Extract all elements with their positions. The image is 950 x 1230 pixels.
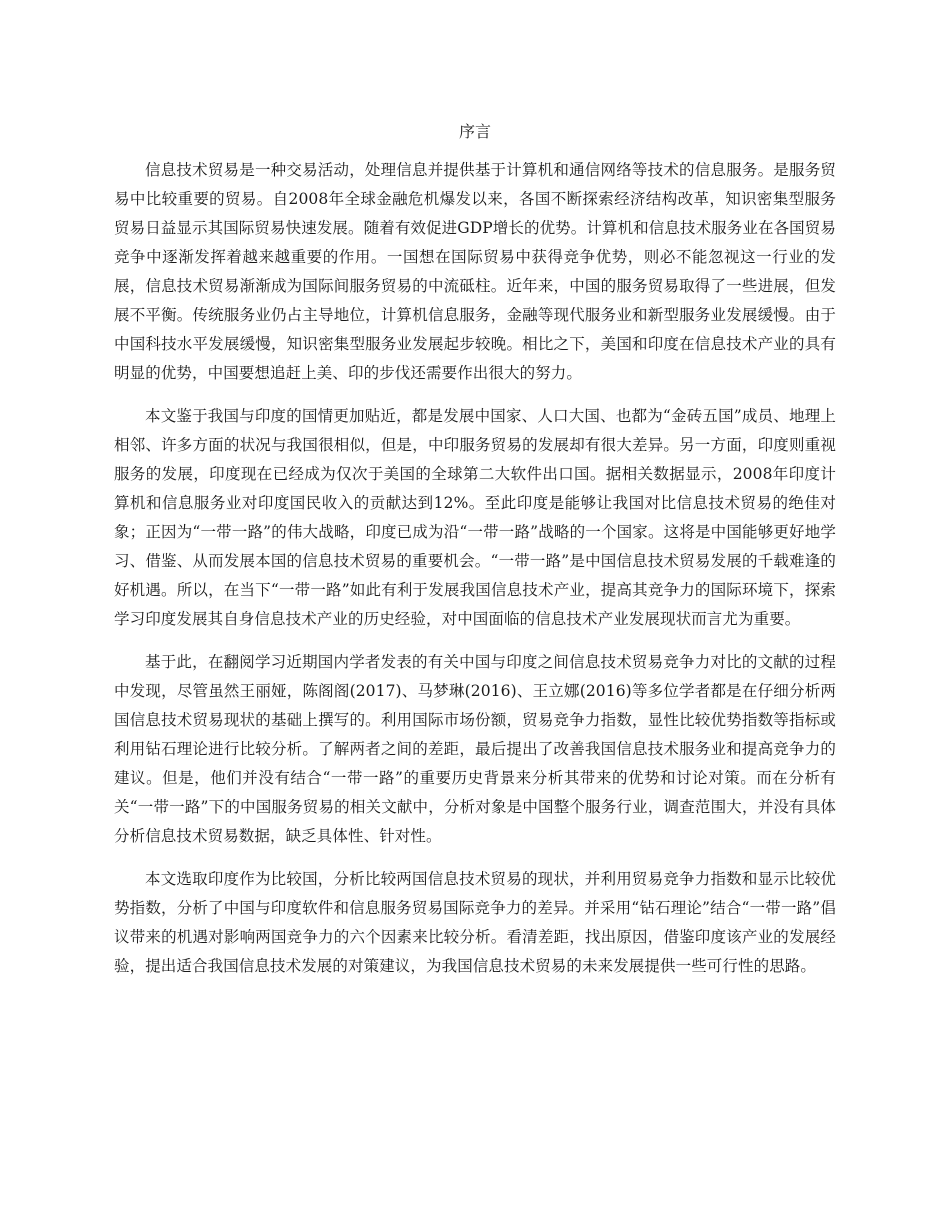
paragraph-2: 本文鉴于我国与印度的国情更加贴近，都是发展中国家、人口大国、也都为“金砖五国”成员、地理上相邻、许多方面的状况与我国很相似，但是，中印服务贸易的发展却有很大差异。另一方面，印度则重视服务的发展，印度现在已经成为仅次于美国的全球第二大软件出口国。据相关数据显示，2008年印度计算机和信息服务业对印度国民收入的贡献达到12%。至此印度是能够让我国对比信息技术贸易的绝佳对象；正因为“一带一路”的伟大战略，印度已成为沿“一带一路”战略的一个国家。这将是中国能够更好地学习、借鉴、从而发展本国的信息技术贸易的重要机会。“一带一路”是中国信息技术贸易发展的千载难逢的好机遇。所以，在当下“一带一路”如此有利于发展我国信息技术产业，提高其竞争力的国际环境下，探索学习印度发展其自身信息技术产业的历史经验，对中国面临的信息技术产业发展现状而言尤为重要。 <box>114 407 836 628</box>
page-title: 序言 <box>458 122 491 141</box>
paragraph-1: 信息技术贸易是一种交易活动，处理信息并提供基于计算机和通信网络等技术的信息服务。是服务贸易中比较重要的贸易。自2008年全球金融危机爆发以来，各国不断探索经济结构改革，知识密集型服务贸易日益显示其国际贸易快速发展。随着有效促进GDP增长的优势。计算机和信息技术服务业在各国贸易竞争中逐渐发挥着越来越重要的作用。一国想在国际贸易中获得竞争优势，则必不能忽视这一行业的发展，信息技术贸易渐渐成为国际间服务贸易的中流砥柱。近年来，中国的服务贸易取得了一些进展，但发展不平衡。传统服务业仍占主导地位，计算机信息服务，金融等现代服务业和新型服务业发展缓慢。由于中国科技水平发展缓慢，知识密集型服务业发展起步较晚。相比之下，美国和印度在信息技术产业的具有明显的优势，中国要想追赶上美、印的步伐还需要作出很大的努力。 <box>114 161 836 382</box>
paragraph-3: 基于此，在翻阅学习近期国内学者发表的有关中国与印度之间信息技术贸易竞争力对比的文献的过程中发现，尽管虽然王丽娅，陈阁阁(2017)、马梦琳(2016)、王立娜(2016)等多位学者都是在仔细分析两国信息技术贸易现状的基础上撰写的。利用国际市场份额，贸易竞争力指数，显性比较优势指数等指标或利用钻石理论进行比较分析。了解两者之间的差距，最后提出了改善我国信息技术服务业和提高竞争力的建议。但是，他们并没有结合“一带一路”的重要历史背景来分析其带来的优势和讨论对策。而在分析有关“一带一路”下的中国服务贸易的相关文献中，分析对象是中国整个服务行业，调查范围大，并没有具体分析信息技术贸易数据，缺乏具体性、针对性。 <box>114 653 836 845</box>
paragraph-4: 本文选取印度作为比较国，分析比较两国信息技术贸易的现状，并利用贸易竞争力指数和显示比较优势指数，分析了中国与印度软件和信息服务贸易国际竞争力的差异。并采用“钻石理论”结合“一带一路”倡议带来的机遇对影响两国竞争力的六个因素来比较分析。看清差距，找出原因，借鉴印度该产业的发展经验，提出适合我国信息技术发展的对策建议，为我国信息技术贸易的未来发展提供一些可行性的思路。 <box>114 870 836 975</box>
document-page <box>114 118 836 995</box>
